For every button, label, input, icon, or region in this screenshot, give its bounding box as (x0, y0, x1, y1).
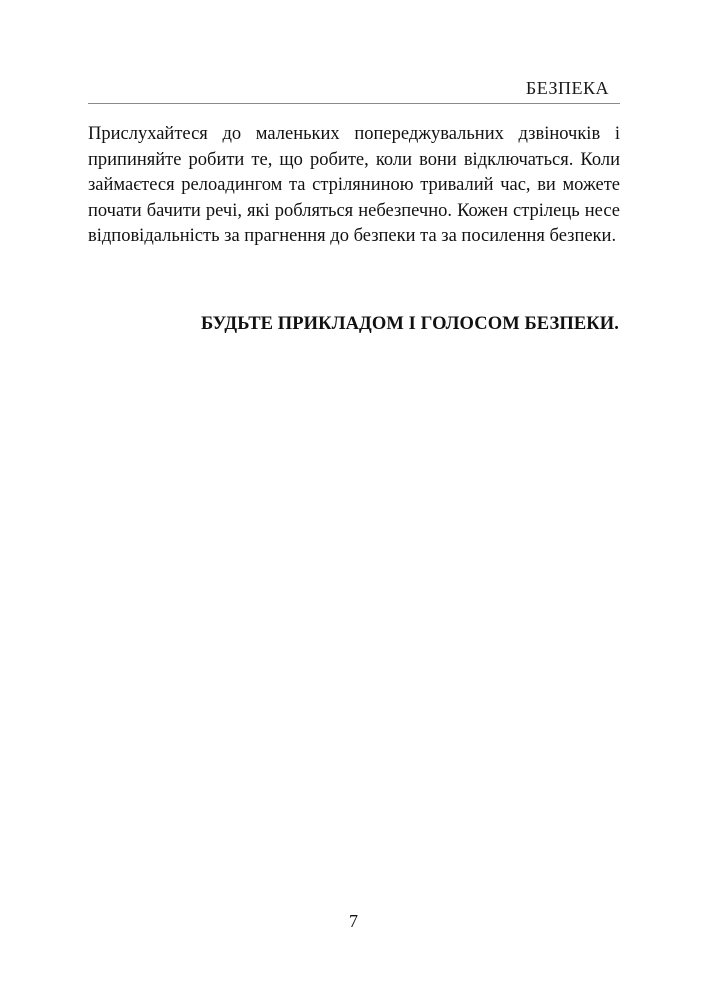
header-rule (88, 103, 620, 104)
running-header: БЕЗПЕКА (525, 78, 609, 98)
body-paragraph: Прислухайтеся до маленьких попереджувальних дзвіночків і припиняйте робити те, що робите, коли вони відключаться. Коли займаєтеся релоадингом та стріляниною тривалий час, ви можете почати бачити речі, які робляться небезпечно. Кожен стрілець несе відповідальність за прагнення до безпеки та за посилення безпеки. (88, 124, 620, 246)
page-number: 7 (349, 911, 358, 931)
closing-statement: БУДЬТЕ ПРИКЛАДОМ І ГОЛОСОМ БЕЗПЕКИ. (200, 314, 619, 334)
